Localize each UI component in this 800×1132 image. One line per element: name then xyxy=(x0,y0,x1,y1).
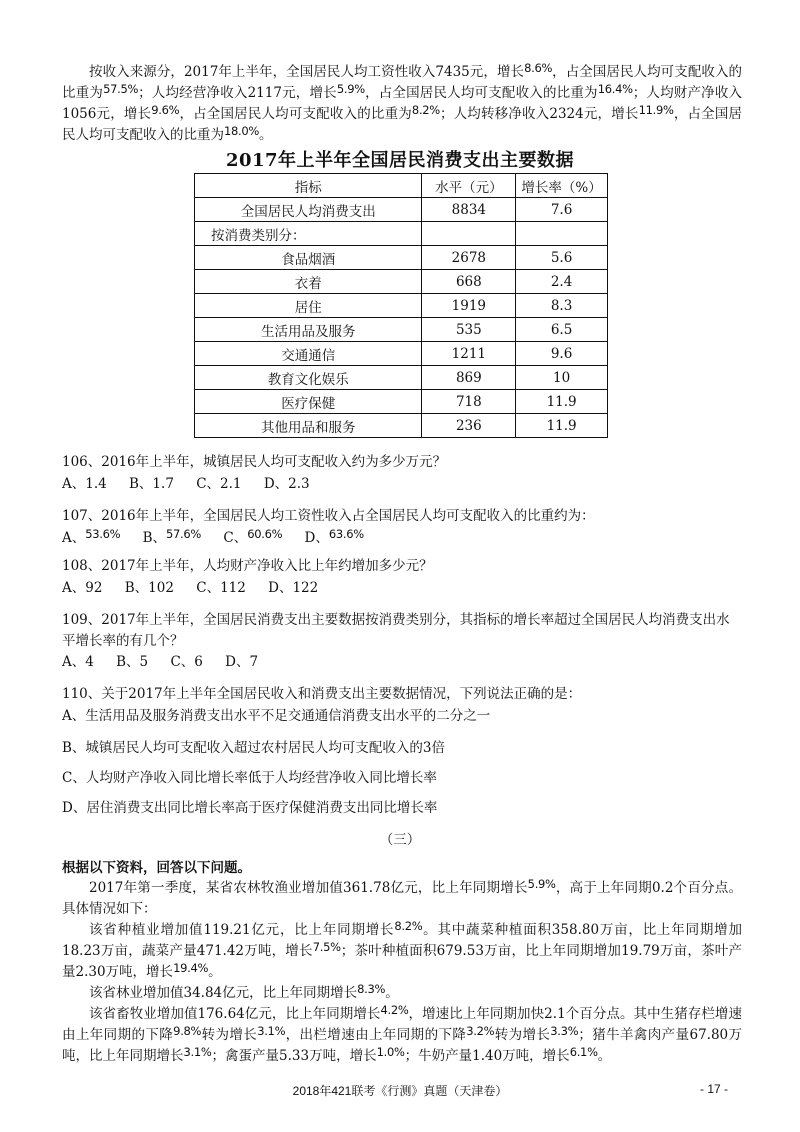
table-row xyxy=(195,270,608,294)
option-c[interactable] xyxy=(223,527,283,546)
row-label: 全国居民人均消费支出 xyxy=(195,198,422,222)
section-paragraph-1 xyxy=(62,878,742,920)
row-label: 居住 xyxy=(195,294,422,318)
option-a[interactable]: A、生活用品及服务消费支出水平不足交通通信消费支出水平的二分之一 xyxy=(62,708,491,724)
option-d[interactable]: D、2.3 xyxy=(263,476,310,492)
table-row xyxy=(195,294,608,318)
row-growth: 10 xyxy=(516,366,608,390)
text-segment: 。其中蔬菜种植面积358.80万亩，比上年同期增加18.23万亩，蔬菜产量471.42万吨，增长 xyxy=(62,922,742,959)
options-107 xyxy=(62,528,382,549)
row-growth: 6.5 xyxy=(516,318,608,342)
percent-value: 8.2% xyxy=(394,919,423,933)
text-segment: ；人均经营净收入2117元，增长 xyxy=(138,85,337,101)
text-segment: ，高于上年同期0.2个百分点。具体情况如下： xyxy=(62,880,742,917)
header-indicator: 指标 xyxy=(195,174,422,198)
question-109: 109、2017年上半年，全国居民消费支出主要数据按消费类别分，其指标的增长率超过全国居民人均消费支出水平增长率的有几个？ xyxy=(62,612,730,649)
text-segment: 按收入来源分，2017年上半年，全国居民人均工资性收入7435元，增长 xyxy=(89,64,525,80)
row-label: 按消费类别分： xyxy=(195,222,422,246)
option-b[interactable]: B、5 xyxy=(116,654,149,670)
section-heading: 根据以下资料，回答以下问题。 xyxy=(62,860,251,876)
row-label: 医疗保健 xyxy=(195,390,422,414)
text-segment: 。 xyxy=(597,1048,612,1064)
text-segment: 该省畜牧业增加值176.64亿元，比上年同期增长 xyxy=(89,1006,381,1022)
row-growth xyxy=(516,222,608,246)
question-106: 106、2016年上半年，城镇居民人均可支配收入约为多少万元？ xyxy=(62,454,447,470)
text-segment: ，增速比上年同期加快2.1个百分点。其中生猪存栏增速由上年同期的下降 xyxy=(62,1006,742,1043)
option-d[interactable]: D、居住消费支出同比增长率高于医疗保健消费支出同比增长率 xyxy=(62,800,438,816)
option-d[interactable]: D、122 xyxy=(268,580,319,596)
section-marker: （三） xyxy=(379,832,421,848)
percent-value: 11.9% xyxy=(638,103,674,117)
percent-value: 18.0% xyxy=(224,124,260,138)
consumption-table xyxy=(194,173,608,438)
row-label: 教育文化娱乐 xyxy=(195,366,422,390)
percent-value: 3.2% xyxy=(466,1024,495,1038)
table-header-row xyxy=(195,174,608,198)
row-label: 交通通信 xyxy=(195,342,422,366)
percent-value: 6.1% xyxy=(569,1045,598,1059)
option-c[interactable]: C、2.1 xyxy=(196,476,242,492)
text-segment: ；人均财产净收入1056元，增长 xyxy=(62,85,743,122)
percent-value: 3.1% xyxy=(257,1024,286,1038)
text-segment: 。 xyxy=(259,127,273,143)
option-value: 60.6% xyxy=(247,527,283,541)
percent-value: 3.3% xyxy=(550,1024,579,1038)
option-letter: C、 xyxy=(223,530,248,546)
percent-value: 8.2% xyxy=(411,103,440,117)
section-paragraph-4 xyxy=(62,1004,742,1067)
options-106 xyxy=(62,474,328,495)
percent-value: 8.6% xyxy=(524,61,553,75)
option-a[interactable]: A、92 xyxy=(62,580,103,596)
option-b[interactable] xyxy=(142,527,202,546)
option-d[interactable]: D、7 xyxy=(225,654,259,670)
percent-value: 3.1% xyxy=(183,1045,212,1059)
option-letter: D、 xyxy=(304,530,329,546)
percent-value: 1.0% xyxy=(376,1045,405,1059)
text-segment: 该省林业增加值34.84亿元，比上年同期增长 xyxy=(89,985,358,1001)
option-letter: B、 xyxy=(142,530,167,546)
row-level: 2678 xyxy=(422,246,516,270)
page-number: - 17 - xyxy=(700,1082,729,1096)
table-row xyxy=(195,246,608,270)
table-row xyxy=(195,366,608,390)
row-level xyxy=(422,222,516,246)
text-segment: 。 xyxy=(208,964,222,980)
question-107: 107、2016年上半年，全国居民人均工资性收入占全国居民人均可支配收入的比重约为： xyxy=(62,508,595,524)
header-level: 水平（元） xyxy=(422,174,516,198)
option-letter: A、 xyxy=(62,530,86,546)
row-level: 718 xyxy=(422,390,516,414)
option-a[interactable] xyxy=(62,527,121,546)
percent-value: 5.9% xyxy=(336,82,365,96)
option-a[interactable]: A、1.4 xyxy=(62,476,107,492)
text-segment: ；猪牛羊禽肉产量67.80万吨，比上年同期增长 xyxy=(62,1027,743,1064)
row-level: 1919 xyxy=(422,294,516,318)
text-segment: ，占全国居民人均可支配收入的比重为 xyxy=(179,106,412,122)
option-c[interactable]: C、112 xyxy=(196,580,246,596)
option-d[interactable] xyxy=(304,527,364,546)
row-label: 食品烟酒 xyxy=(195,246,422,270)
text-segment: ，占全国居民人均可支配收入的比重为 xyxy=(62,106,743,143)
row-growth: 7.6 xyxy=(516,198,608,222)
text-segment: 2017年第一季度，某省农林牧渔业增加值361.78亿元，比上年同期增长 xyxy=(89,880,528,896)
percent-value: 16.4% xyxy=(597,82,633,96)
row-growth: 5.6 xyxy=(516,246,608,270)
option-b[interactable]: B、城镇居民人均可支配收入超过农村居民人均可支配收入的3倍 xyxy=(62,740,446,756)
table-row xyxy=(195,342,608,366)
row-growth: 11.9 xyxy=(516,390,608,414)
page-footer: 2018年421联考《行测》真题（天津卷） xyxy=(292,1084,508,1098)
option-a[interactable]: A、4 xyxy=(62,654,94,670)
row-label: 衣着 xyxy=(195,270,422,294)
text-segment: ，出栏增速由上年同期的下降 xyxy=(285,1027,467,1043)
row-growth: 9.6 xyxy=(516,342,608,366)
row-growth: 2.4 xyxy=(516,270,608,294)
option-c[interactable]: C、人均财产净收入同比增长率低于人均经营净收入同比增长率 xyxy=(62,770,437,786)
option-c[interactable]: C、6 xyxy=(170,654,203,670)
percent-value: 57.5% xyxy=(103,82,139,96)
percent-value: 7.5% xyxy=(312,940,341,954)
table-row xyxy=(195,222,608,246)
row-label: 其他用品和服务 xyxy=(195,414,422,438)
row-level: 1211 xyxy=(422,342,516,366)
table-row xyxy=(195,198,608,222)
question-108: 108、2017年上半年，人均财产净收入比上年约增加多少元？ xyxy=(62,558,433,574)
row-level: 869 xyxy=(422,366,516,390)
row-level: 668 xyxy=(422,270,516,294)
option-value: 57.6% xyxy=(166,527,202,541)
percent-value: 5.9% xyxy=(527,877,556,891)
text-segment: ；人均转移净收入2324元，增长 xyxy=(439,106,639,122)
header-growth: 增长率（%） xyxy=(516,174,608,198)
row-level: 535 xyxy=(422,318,516,342)
options-109 xyxy=(62,652,276,673)
row-level: 236 xyxy=(422,414,516,438)
section-paragraph-2 xyxy=(62,920,742,983)
percent-value: 19.4% xyxy=(173,961,209,975)
option-value: 53.6% xyxy=(85,527,121,541)
row-growth: 11.9 xyxy=(516,414,608,438)
percent-value: 8.3% xyxy=(357,982,386,996)
text-segment: ；禽蛋产量5.33万吨，增长 xyxy=(211,1048,377,1064)
income-paragraph xyxy=(62,62,742,146)
text-segment: 转为增长 xyxy=(494,1027,551,1043)
table-row xyxy=(195,318,608,342)
option-b[interactable]: B、1.7 xyxy=(129,476,174,492)
row-growth: 8.3 xyxy=(516,294,608,318)
table-row xyxy=(195,414,608,438)
row-level: 8834 xyxy=(422,198,516,222)
text-segment: ；茶叶种植面积679.53万亩，比上年同期增加19.79万亩，茶叶产量2.30万吨，增长 xyxy=(62,943,742,980)
percent-value: 9.6% xyxy=(151,103,180,117)
question-110: 110、关于2017年上半年全国居民收入和消费支出主要数据情况，下列说法正确的是： xyxy=(62,686,582,702)
percent-value: 4.2% xyxy=(380,1003,409,1017)
text-segment: 该省种植业增加值119.21亿元，比上年同期增长 xyxy=(89,922,395,938)
option-b[interactable]: B、102 xyxy=(124,580,174,596)
section-paragraph-3 xyxy=(62,983,742,1004)
text-segment: ，占全国居民人均可支配收入的比重为 xyxy=(62,64,743,101)
text-segment: ，占全国居民人均可支配收入的比重为 xyxy=(364,85,598,101)
text-segment: ；牛奶产量1.40万吨，增长 xyxy=(404,1048,570,1064)
option-value: 63.6% xyxy=(328,527,364,541)
row-label: 生活用品及服务 xyxy=(195,318,422,342)
text-segment: 。 xyxy=(385,985,399,1001)
table-title: 2017年上半年全国居民消费支出主要数据 xyxy=(225,150,575,171)
table-row xyxy=(195,390,608,414)
text-segment: 转为增长 xyxy=(201,1027,258,1043)
options-108 xyxy=(62,578,336,599)
percent-value: 9.8% xyxy=(173,1024,202,1038)
